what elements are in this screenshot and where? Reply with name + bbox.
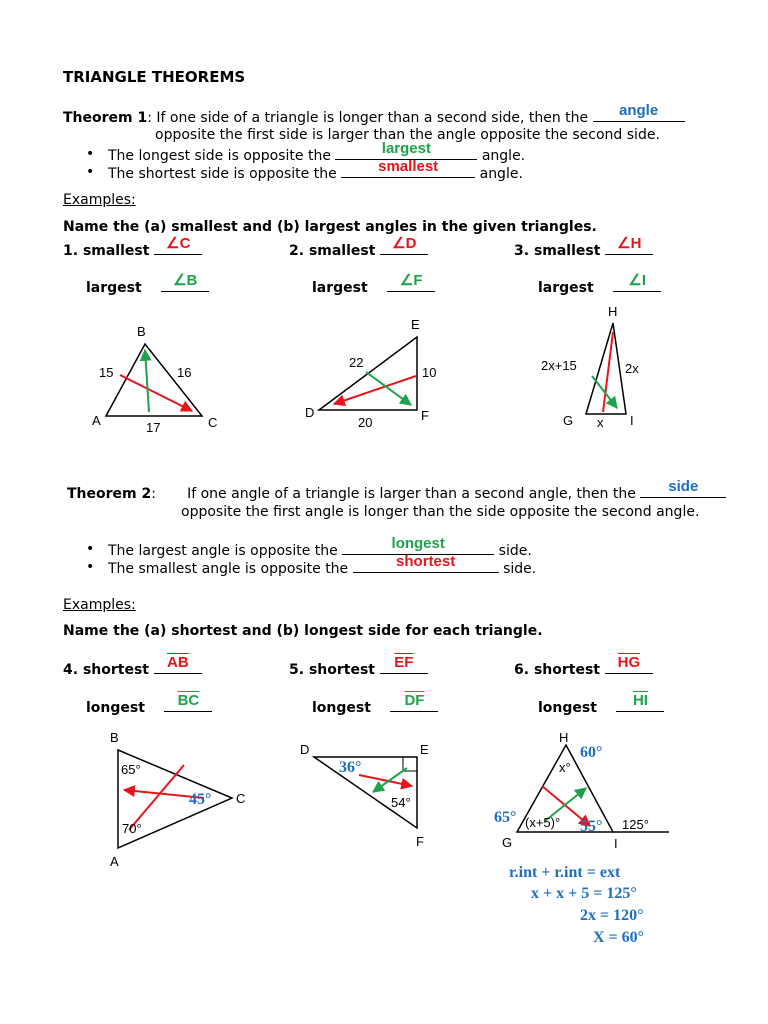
theorem2-answer: side bbox=[668, 478, 699, 495]
theorem2-label: Theorem 2 bbox=[67, 486, 152, 502]
triangle-2 bbox=[305, 317, 436, 430]
tri4-C: C bbox=[236, 791, 246, 806]
tri6-G: G bbox=[502, 835, 513, 850]
tri4-A: A bbox=[110, 854, 119, 869]
tri4-B: B bbox=[110, 730, 119, 745]
work-line-1: r.int + r.int = ext bbox=[509, 864, 621, 881]
tri6-angG-val: 65° bbox=[494, 809, 517, 826]
problem2-smallest: 2. smallest ∠D bbox=[289, 240, 428, 260]
tri5-E: E bbox=[420, 742, 429, 757]
examples1-instruction: Name the (a) smallest and (b) largest angles in the given triangles. bbox=[63, 219, 597, 235]
tri3-hi: 2x bbox=[625, 361, 639, 376]
tri1-ac: 17 bbox=[146, 420, 161, 435]
page-title: TRIANGLE THEOREMS bbox=[63, 68, 246, 86]
problem1-smallest: 1. smallest ∠C bbox=[63, 240, 202, 260]
problem6-longest: longest $\overline{HI}$ bbox=[538, 697, 664, 717]
tri3-G: G bbox=[563, 413, 574, 428]
triangle-4 bbox=[110, 730, 245, 869]
tri2-ef: 10 bbox=[422, 365, 437, 380]
theorem2-line2: opposite the first angle is longer than the side opposite the second angle. bbox=[181, 504, 700, 520]
tri3-I: I bbox=[630, 413, 634, 428]
theorem2-bullet-2: • The smallest angle is opposite the shortest side. bbox=[108, 558, 536, 578]
tri5-D: D bbox=[300, 742, 310, 757]
tri3-H: H bbox=[608, 304, 618, 319]
work-line-3: 2x = 120° bbox=[580, 907, 644, 924]
tri6-I: I bbox=[614, 836, 618, 851]
problem6-shortest: 6. shortest $\overline{HG}$ bbox=[514, 659, 653, 679]
theorem2-bullet-1: • The largest angle is opposite the longest side. bbox=[108, 540, 532, 560]
problem5-longest: longest $\overline{DF}$ bbox=[312, 697, 438, 717]
tri3-gh: 2x+15 bbox=[541, 358, 577, 373]
tri2-F: F bbox=[421, 408, 429, 423]
tri1-C: C bbox=[208, 415, 218, 430]
problem5-shortest: 5. shortest $\overline{EF}$ bbox=[289, 659, 428, 679]
triangle-6 bbox=[494, 730, 669, 851]
tri2-D: D bbox=[305, 405, 315, 420]
theorem1-line2: opposite the first side is larger than the angle opposite the second side. bbox=[155, 127, 660, 143]
problem1-largest: largest ∠B bbox=[86, 277, 209, 297]
tri1-ab: 15 bbox=[99, 365, 114, 380]
work-line-4: X = 60° bbox=[593, 929, 645, 946]
tri1-bc: 16 bbox=[177, 365, 192, 380]
tri2-de: 22 bbox=[349, 355, 364, 370]
problem4-shortest: 4. shortest $\overline{AB}$ bbox=[63, 659, 202, 679]
bullet1-answer: largest bbox=[381, 140, 431, 157]
tri5-angD: 36° bbox=[339, 759, 362, 776]
tri4-angB: 65° bbox=[121, 762, 141, 777]
tri6-angG: (x+5)° bbox=[525, 815, 561, 830]
theorem2-line1: Theorem 2: If one angle of a triangle is larger than a second angle, then the side bbox=[67, 483, 726, 503]
theorem1-bullet-2: • The shortest side is opposite the smallest angle. bbox=[108, 163, 523, 183]
problem3-smallest: 3. smallest ∠H bbox=[514, 240, 653, 260]
theorem1-answer: angle bbox=[619, 102, 659, 119]
tri6-angH-val: 60° bbox=[580, 744, 603, 761]
theorem1-label: Theorem 1 bbox=[63, 110, 148, 126]
tri6-ext: 125° bbox=[622, 817, 649, 832]
problem3-largest: largest ∠I bbox=[538, 277, 661, 297]
tri2-df: 20 bbox=[358, 415, 373, 430]
examples1-heading: Examples: bbox=[63, 192, 136, 208]
theorem1-bullet-1: • The longest side is opposite the largest angle. bbox=[108, 145, 525, 165]
tri6-angI-val: 55° bbox=[580, 818, 603, 835]
theorem1-line1: Theorem 1: If one side of a triangle is longer than a second side, then the angle bbox=[63, 107, 685, 127]
tri5-angF: 54° bbox=[391, 795, 411, 810]
problem4-longest: longest $\overline{BC}$ bbox=[86, 697, 212, 717]
tri6-angH: x° bbox=[559, 760, 571, 775]
examples2-instruction: Name the (a) shortest and (b) longest side for each triangle. bbox=[63, 623, 543, 639]
work-line-2: x + x + 5 = 125° bbox=[531, 885, 637, 902]
problem2-largest: largest ∠F bbox=[312, 277, 435, 297]
tri1-B: B bbox=[137, 324, 146, 339]
tri5-F: F bbox=[416, 834, 424, 849]
triangle-1 bbox=[92, 324, 217, 435]
tri2-E: E bbox=[411, 317, 420, 332]
triangle-5 bbox=[300, 742, 429, 849]
tri4-angA: 70° bbox=[122, 821, 142, 836]
triangle-3 bbox=[541, 304, 639, 430]
examples2-heading: Examples: bbox=[63, 597, 136, 613]
tri3-gi: x bbox=[597, 415, 604, 430]
tri1-A: A bbox=[92, 413, 101, 428]
tri6-H: H bbox=[559, 730, 569, 745]
bullet2-answer: smallest bbox=[378, 158, 439, 175]
tri4-angC: 45° bbox=[189, 791, 212, 808]
